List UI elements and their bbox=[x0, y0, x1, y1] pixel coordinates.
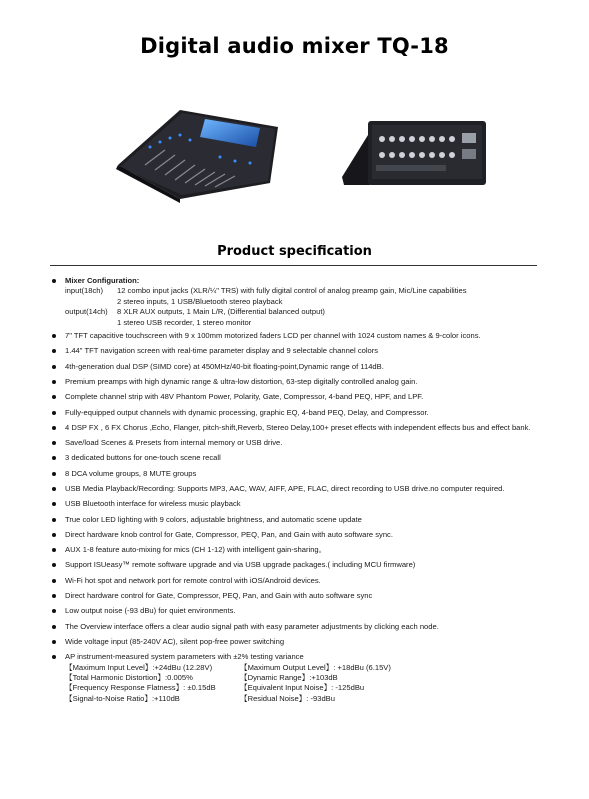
spec-item bbox=[50, 331, 550, 341]
spec-item bbox=[50, 515, 550, 525]
spec-item bbox=[50, 392, 550, 402]
spec-item bbox=[50, 377, 550, 387]
param-max-input: 【Maximum Input Level】:+24dBu (12.28V) bbox=[65, 662, 213, 672]
spec-text: 4 DSP FX , 6 FX Chorus ,Echo, Flanger, pitch-shift,Reverb, Stereo Delay,100+ preset effects with independent effects bus and effect bank. bbox=[65, 422, 531, 432]
spec-list bbox=[50, 276, 550, 709]
bullet bbox=[52, 456, 56, 460]
bullet bbox=[52, 365, 56, 369]
param-thd: 【Total Harmonic Distortion】:0.005% bbox=[65, 673, 193, 683]
bullet bbox=[52, 411, 56, 415]
section-heading: Product specification bbox=[217, 244, 372, 259]
spec-config-item bbox=[50, 276, 550, 328]
spec-item bbox=[50, 453, 550, 463]
spec-text: Wide voltage input (85-240V AC), silent pop-free power switching bbox=[65, 636, 285, 646]
spec-text: 3 dedicated buttons for one-touch scene recall bbox=[65, 453, 221, 463]
spec-text: AUX 1-8 feature auto-mixing for mics (CH 1-12) with intelligent gain-sharing。 bbox=[65, 545, 327, 555]
input-label: input(18ch) bbox=[65, 286, 103, 296]
spec-text: 4th-generation dual DSP (SIMD core) at 450MHz/40-bit floating-point,Dynamic range of 114dB. bbox=[65, 361, 384, 371]
spec-item bbox=[50, 346, 550, 356]
bullet bbox=[52, 502, 56, 506]
spec-item bbox=[50, 423, 550, 433]
spec-text: 1.44" TFT navigation screen with real-time parameter display and 9 selectable channel colors bbox=[65, 346, 379, 356]
mixer-rear-image bbox=[340, 115, 490, 200]
bullet bbox=[52, 533, 56, 537]
divider bbox=[50, 265, 537, 266]
bullet bbox=[52, 395, 56, 399]
bullet bbox=[52, 334, 56, 338]
param-ein: 【Equivalent Input Noise】: -125dBu bbox=[240, 683, 365, 693]
spec-text: Low output noise (-93 dBu) for quiet environments. bbox=[65, 606, 236, 616]
spec-item bbox=[50, 606, 550, 616]
spec-item bbox=[50, 362, 550, 372]
param-residual-noise: 【Residual Noise】: -93dBu bbox=[240, 693, 335, 703]
spec-text: Support ISUeasy™ remote software upgrade and via USB upgrade packages.( including MCU firmware) bbox=[65, 560, 416, 570]
measurement-intro: AP instrument-measured system parameters with ±2% testing variance bbox=[65, 652, 304, 662]
input-line: 12 combo input jacks (XLR/¼" TRS) with fully digital control of analog preamp gain, Mic/Line capabilities bbox=[117, 286, 467, 296]
output-line: 1 stereo USB recorder, 1 stereo monitor bbox=[117, 317, 252, 327]
spec-text: 8 DCA volume groups, 8 MUTE groups bbox=[65, 468, 197, 478]
spec-text: Save/load Scenes & Presets from internal memory or USB drive. bbox=[65, 438, 283, 448]
param-snr: 【Signal-to-Noise Ratio】:+110dB bbox=[65, 693, 180, 703]
bullet bbox=[52, 640, 56, 644]
page-title: Digital audio mixer TQ-18 bbox=[140, 34, 449, 58]
bullet bbox=[52, 609, 56, 613]
bullet bbox=[52, 518, 56, 522]
measurement-item bbox=[50, 652, 550, 704]
param-dynamic-range: 【Dynamic Range】:+103dB bbox=[240, 673, 338, 683]
spec-text: USB Bluetooth interface for wireless music playback bbox=[65, 499, 241, 509]
spec-item bbox=[50, 545, 550, 555]
spec-item bbox=[50, 530, 550, 540]
spec-item bbox=[50, 637, 550, 647]
spec-text: The Overview interface offers a clear audio signal path with easy parameter adjustments by clicking each node. bbox=[65, 621, 439, 631]
spec-item bbox=[50, 469, 550, 479]
config-title: Mixer Configuration: bbox=[65, 276, 140, 285]
spec-item bbox=[50, 438, 550, 448]
bullet bbox=[52, 548, 56, 552]
spec-item bbox=[50, 560, 550, 570]
output-line: 8 XLR AUX outputs, 1 Main L/R, (Differential balanced output) bbox=[117, 307, 325, 317]
param-max-output: 【Maximum Output Level】: +18dBu (6.15V) bbox=[240, 662, 391, 672]
spec-text: 7" TFT capacitive touchscreen with 9 x 100mm motorized faders LCD per channel with 1024 custom names & 9-color icons. bbox=[65, 331, 481, 341]
bullet bbox=[52, 625, 56, 629]
bullet bbox=[52, 472, 56, 476]
spec-text: Direct hardware control for Gate, Compressor, PEQ, Pan, and Gain with auto software sync bbox=[65, 591, 373, 601]
bullet bbox=[52, 594, 56, 598]
output-config bbox=[65, 307, 550, 328]
spec-item bbox=[50, 576, 550, 586]
spec-item bbox=[50, 408, 550, 418]
spec-text: Premium preamps with high dynamic range & ultra-low distortion, 63-step digitally controlled analog gain. bbox=[65, 376, 418, 386]
bullet bbox=[52, 380, 56, 384]
spec-text: Fully-equipped output channels with dynamic processing, graphic EQ, 4-band PEQ, Delay, and Compressor. bbox=[65, 407, 429, 417]
bullet bbox=[52, 279, 56, 283]
output-label: output(14ch) bbox=[65, 307, 108, 317]
spec-text: True color LED lighting with 9 colors, adjustable brightness, and automatic scene update bbox=[65, 514, 362, 524]
param-freq-response: 【Frequency Response Flatness】: ±0.15dB bbox=[65, 683, 216, 693]
spec-text: Direct hardware knob control for Gate, Compressor, PEQ, Pan, and Gain with auto software sync. bbox=[65, 529, 393, 539]
input-config bbox=[65, 286, 550, 307]
measurement-params bbox=[65, 663, 550, 705]
spec-item bbox=[50, 591, 550, 601]
bullet bbox=[52, 563, 56, 567]
bullet bbox=[52, 441, 56, 445]
mixer-front-image bbox=[110, 95, 285, 205]
bullet bbox=[52, 579, 56, 583]
spec-item bbox=[50, 484, 550, 494]
input-line: 2 stereo inputs, 1 USB/Bluetooth stereo playback bbox=[117, 296, 283, 306]
bullet bbox=[52, 426, 56, 430]
spec-text: Complete channel strip with 48V Phantom Power, Polarity, Gate, Compressor, 4-band PEQ, HPF, and LPF. bbox=[65, 392, 424, 402]
bullet bbox=[52, 655, 56, 659]
spec-text: Wi-Fi hot spot and network port for remote control with iOS/Android devices. bbox=[65, 575, 321, 585]
spec-text: USB Media Playback/Recording: Supports MP3, AAC, WAV, AIFF, APE, FLAC, direct recording to USB drive.no computer required. bbox=[65, 484, 505, 493]
spec-item bbox=[50, 499, 550, 509]
bullet bbox=[52, 349, 56, 353]
bullet bbox=[52, 487, 56, 491]
spec-item bbox=[50, 622, 550, 632]
